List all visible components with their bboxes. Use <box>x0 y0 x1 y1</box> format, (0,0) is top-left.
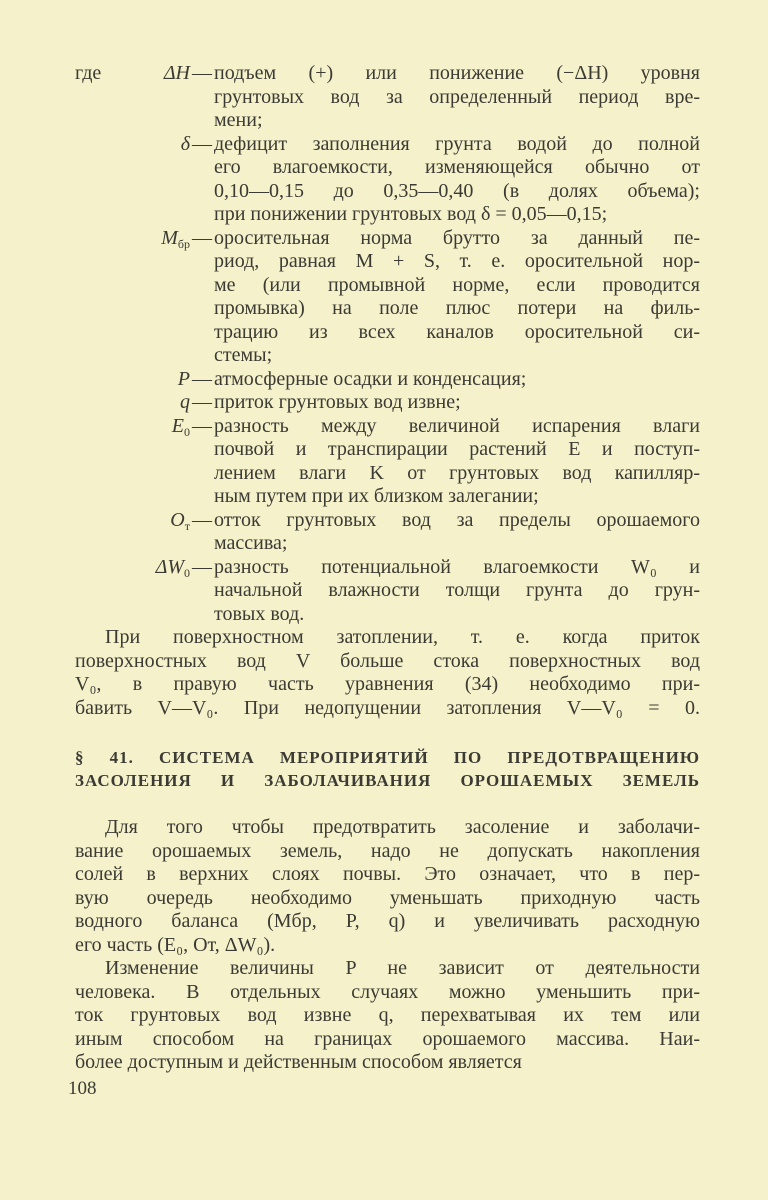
definition-line: разность между величиной испарения влаги <box>214 414 700 437</box>
definition-term <box>60 390 190 414</box>
definition-dash: — <box>192 367 212 390</box>
term-symbol: O <box>170 508 185 531</box>
definition-line: отток грунтовых вод за пределы орошаемого <box>214 508 700 531</box>
intro-word: где <box>75 62 102 84</box>
paragraph-line: иным способом на границах орошаемого массива. Наи- <box>75 1027 700 1050</box>
term-subscript: т <box>184 518 190 533</box>
definition-line: грунтовых вод за определенный период вре- <box>214 85 700 108</box>
definition-line: массива; <box>214 532 288 554</box>
paragraph-line: солей в верхних слоях почвы. Это означает, что в пер- <box>75 863 700 885</box>
definition-term <box>60 367 190 391</box>
definition-line: его влагоемкости, изменяющейся обычно от <box>214 156 700 178</box>
definition-term <box>60 414 190 444</box>
paragraph-line: бавить V—V₀. При недопущении затопления V—V₀ = 0. <box>75 696 700 719</box>
definition-term <box>60 61 190 85</box>
paragraph-line: человека. В отдельных случаях можно уменьшить при- <box>75 980 700 1003</box>
definition-dash: — <box>192 555 212 578</box>
definition-dash: — <box>192 391 212 413</box>
term-symbol: ΔH <box>163 62 190 84</box>
paragraph-line: При поверхностном затоплении, т. е. когда приток <box>105 626 700 648</box>
paragraph-line: V₀, в правую часть уравнения (34) необходимо при- <box>75 673 700 695</box>
page-number: 108 <box>68 1078 97 1099</box>
definition-line: риод, равная M + S, т. е. оросительной нор- <box>214 250 700 272</box>
definition-line: атмосферные осадки и конденсация; <box>214 367 527 390</box>
paragraph-line: его часть (E₀, Oт, ΔW₀). <box>75 933 276 956</box>
term-subscript: бр <box>177 236 190 251</box>
definition-dash: — <box>192 508 212 531</box>
definition-line: почвой и транспирации растений E и поступ- <box>214 438 700 460</box>
term-symbol: M <box>161 226 178 249</box>
definition-term <box>60 508 190 538</box>
paragraph-line: более доступным и действенным способом является <box>75 1051 522 1073</box>
definition-term <box>60 132 190 156</box>
definition-line: товых вод. <box>214 602 305 625</box>
definition-line: подъем (+) или понижение (−ΔH) уровня <box>214 62 700 84</box>
definition-line: трацию из всех каналов оросительной си- <box>214 320 700 343</box>
definition-line: стемы; <box>214 344 273 366</box>
section-heading: ЗАСОЛЕНИЯ И ЗАБОЛАЧИВАНИЯ ОРОШАЕМЫХ ЗЕМЕЛЬ <box>75 771 700 790</box>
definition-dash: — <box>192 226 212 249</box>
definition-line: начальной влажности толщи грунта до грун- <box>214 579 700 601</box>
definition-line: при понижении грунтовых вод δ = 0,05—0,15; <box>214 203 608 225</box>
paragraph-line: поверхностных вод V больше стока поверхностных вод <box>75 649 700 672</box>
term-symbol: ΔW <box>155 555 184 578</box>
definition-line: лением влаги K от грунтовых вод капилляр- <box>214 461 700 484</box>
definition-line: разность потенциальной влагоемкости W₀ и <box>214 555 700 578</box>
term-symbol: δ <box>180 132 190 155</box>
term-subscript: 0 <box>184 424 190 439</box>
paragraph-line: водного баланса (Mбр, P, q) и увеличивать расходную <box>75 910 700 932</box>
paragraph-line: Изменение величины P не зависит от деятельности <box>105 957 700 979</box>
term-symbol: q <box>180 391 190 413</box>
term-symbol: P <box>177 367 190 390</box>
paragraph-line: вание орошаемых земель, надо не допускать накопления <box>75 839 700 862</box>
paragraph-line: ток грунтовых вод извне q, перехватывая их тем или <box>75 1004 700 1026</box>
definition-line: дефицит заполнения грунта водой до полной <box>214 132 700 155</box>
term-subscript: 0 <box>184 565 190 580</box>
definition-dash: — <box>192 62 212 84</box>
definition-term <box>60 555 190 585</box>
definition-line: мени; <box>214 109 263 131</box>
definition-line: промывка) на поле плюс потери на филь- <box>214 297 700 319</box>
definition-line: оросительная норма брутто за данный пе- <box>214 226 700 249</box>
paragraph-line: Для того чтобы предотвратить засоление и заболачи- <box>105 816 700 838</box>
definition-term <box>60 226 190 256</box>
paragraph-line: вую очередь необходимо уменьшать приходную часть <box>75 886 700 909</box>
definition-line: приток грунтовых вод извне; <box>214 391 461 413</box>
definition-dash: — <box>192 414 212 437</box>
definition-line: 0,10—0,15 до 0,35—0,40 (в долях объема); <box>214 179 700 202</box>
definition-line: ме (или промывной норме, если проводится <box>214 273 700 296</box>
definition-dash: — <box>192 132 212 155</box>
section-heading: § 41. СИСТЕМА МЕРОПРИЯТИЙ ПО ПРЕДОТВРАЩЕНИЮ <box>75 748 700 767</box>
term-symbol: E <box>171 414 184 437</box>
definition-line: ным путем при их близком залегании; <box>214 485 539 507</box>
